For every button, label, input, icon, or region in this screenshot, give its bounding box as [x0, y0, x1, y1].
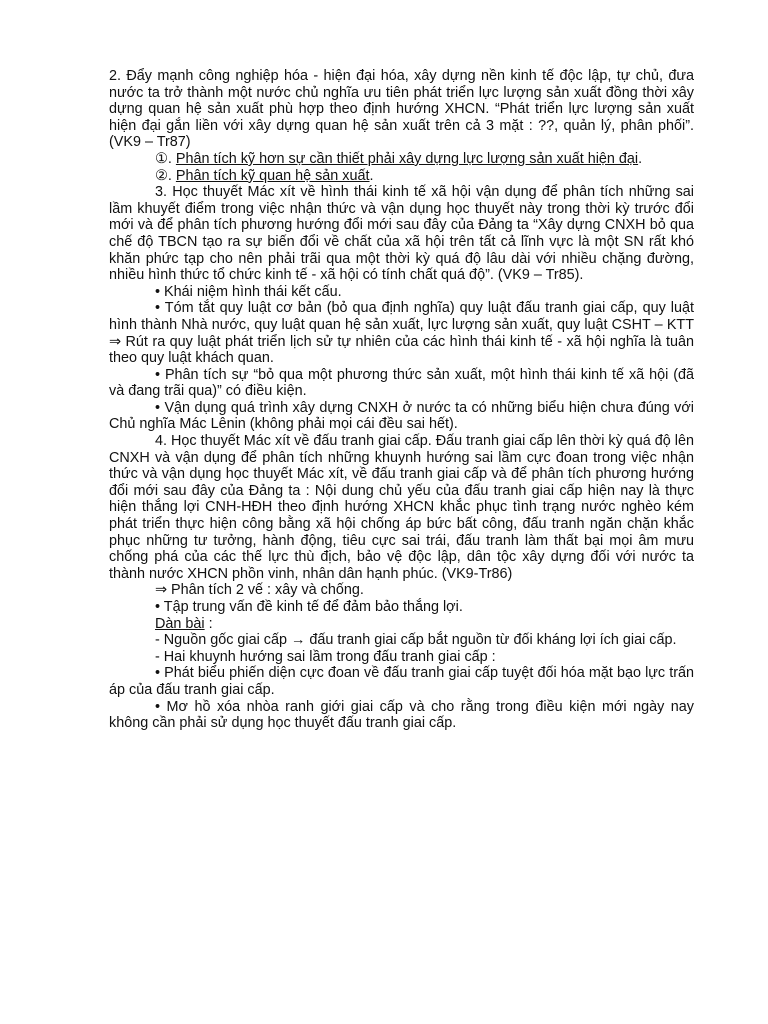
dash-item: - Hai khuynh hướng sai lầm trong đấu tranh giai cấp : — [155, 648, 496, 665]
punctuation: : — [204, 615, 213, 632]
bullet-item: • Phân tích sự “bỏ qua một phương thức sản xuất, một hình thái kinh tế xã hội (đã và đang trãi qua)” có điều kiện. — [109, 366, 694, 400]
punctuation: . — [638, 150, 643, 167]
outline-heading — [109, 616, 694, 633]
underlined-heading: Phân tích kỹ quan hệ sản xuất — [175, 167, 370, 184]
punctuation: . — [369, 167, 374, 184]
paragraph-section-2: 2. Đẩy mạnh công nghiệp hóa - hiện đại hóa, xây dựng nền kinh tế độc lập, tự chủ, đưa nước ta trở thành một nước chủ nghĩa ưu tiên phát triển lực lượng sản xuất đồng thời xây dựng quan hệ sản xuất phù hợp theo định hướng XHCN. “Phát triển lực lượng sản xuất hiện đại gắn liền với xây dựng quan hệ sản xuất trên cả 3 mặt : ??, quản lý, phân phối”. (VK9 – Tr87) — [109, 68, 694, 151]
outline-heading-text: Dàn bài — [155, 615, 205, 632]
paragraph-item-2 — [109, 168, 694, 185]
bullet-item: • Tập trung vấn đề kinh tế để đảm bảo thắng lợi. — [155, 599, 463, 615]
paragraph-section-3: 3. Học thuyết Mác xít về hình thái kinh tế xã hội vận dụng để phân tích những sai lầm khuyết điểm trong việc nhận thức và vận dụng học thuyết này trong thời kỳ trước đổi mới và để phân tích phương hướng đổi mới sau đây của Đảng ta “Xây dựng CNXH bỏ qua chế độ TBCN tạo ra sự biến đổi về chất của xã hội trên tất cả lĩnh vực là một SN rất khó khăn phức tạp cho nên phải trãi qua một thời kỳ quá độ lâu dài với nhiều chặng đường, nhiều hình thức tổ chức kinh tế - xã hội có tính chất quá độ”. (VK9 – Tr85). — [109, 184, 694, 284]
bullet-item: • Khái niệm hình thái kết cấu. — [155, 283, 342, 300]
paragraph-section-4: 4. Học thuyết Mác xít về đấu tranh giai cấp. Đấu tranh giai cấp lên thời kỳ quá độ lên CNXH và vận dụng để phân tích những khuynh hướng sai lầm cực đoan trong việc nhận thức và vận dụng học thuyết Mác xít, về đấu tranh giai cấp và để phân tích phương hướng đổi mới sau đây của Đảng ta : Nội dung chủ yếu của đấu tranh giai cấp hiện nay là thực hiện thắng lợi CNH-HĐH theo định hướng XHCN khắc phục tình trạng nước nghèo kém phát triển thực hiện công bằng xã hội chống áp bức bất công, đấu tranh ngăn chặn khắc phục những tư tưởng, hành động, tiêu cực sai trái, đấu tranh làm thất bại mọi âm mưu chống phá của các thế lực thù địch, bảo vệ độc lập, dân tộc xây dựng đối với nước ta thành nước XHCN phồn vinh, nhân dân hạnh phúc. (VK9-Tr86) — [109, 433, 695, 582]
circled-number-2: ②. — [155, 167, 176, 184]
circled-number-1: ①. — [155, 150, 176, 167]
dash-item: - Nguồn gốc giai cấp → đấu tranh giai cấp bắt nguồn từ đối kháng lợi ích giai cấp. — [155, 632, 677, 649]
document-body — [109, 68, 694, 732]
bullet-item: • Tóm tắt quy luật cơ bản (bỏ qua định nghĩa) quy luật đấu tranh giai cấp, quy luật hình thành Nhà nước, quy luật quan hệ sản xuất, lực lượng sản xuất, quy luật CSHT – KTT ⇒ Rút ra quy luật phát triển lịch sử tự nhiên của các hình thái kinh tế - xã hội nghĩa là tuân theo quy luật khách quan. — [109, 300, 694, 367]
paragraph-item-1 — [109, 151, 694, 168]
bullet-item: • Phát biểu phiến diện cực đoan về đấu tranh giai cấp tuyệt đối hóa mặt bạo lực trấn áp của đấu tranh giai cấp. — [109, 665, 694, 698]
underlined-heading: Phân tích kỹ hơn sự cần thiết phải xây dựng lực lượng sản xuất hiện đại — [175, 150, 639, 167]
arrow-item: ⇒ Phân tích 2 vế : xây và chống. — [155, 582, 364, 599]
bullet-item: • Mơ hồ xóa nhòa ranh giới giai cấp và cho rằng trong điều kiện mới ngày nay không cần phải sử dụng học thuyết đấu tranh giai cấp. — [109, 698, 694, 732]
bullet-item: • Vận dụng quá trình xây dựng CNXH ở nước ta có những biểu hiện chưa đúng với Chủ nghĩa Mác Lênin (không phải mọi cái đều sai hết). — [109, 399, 694, 433]
